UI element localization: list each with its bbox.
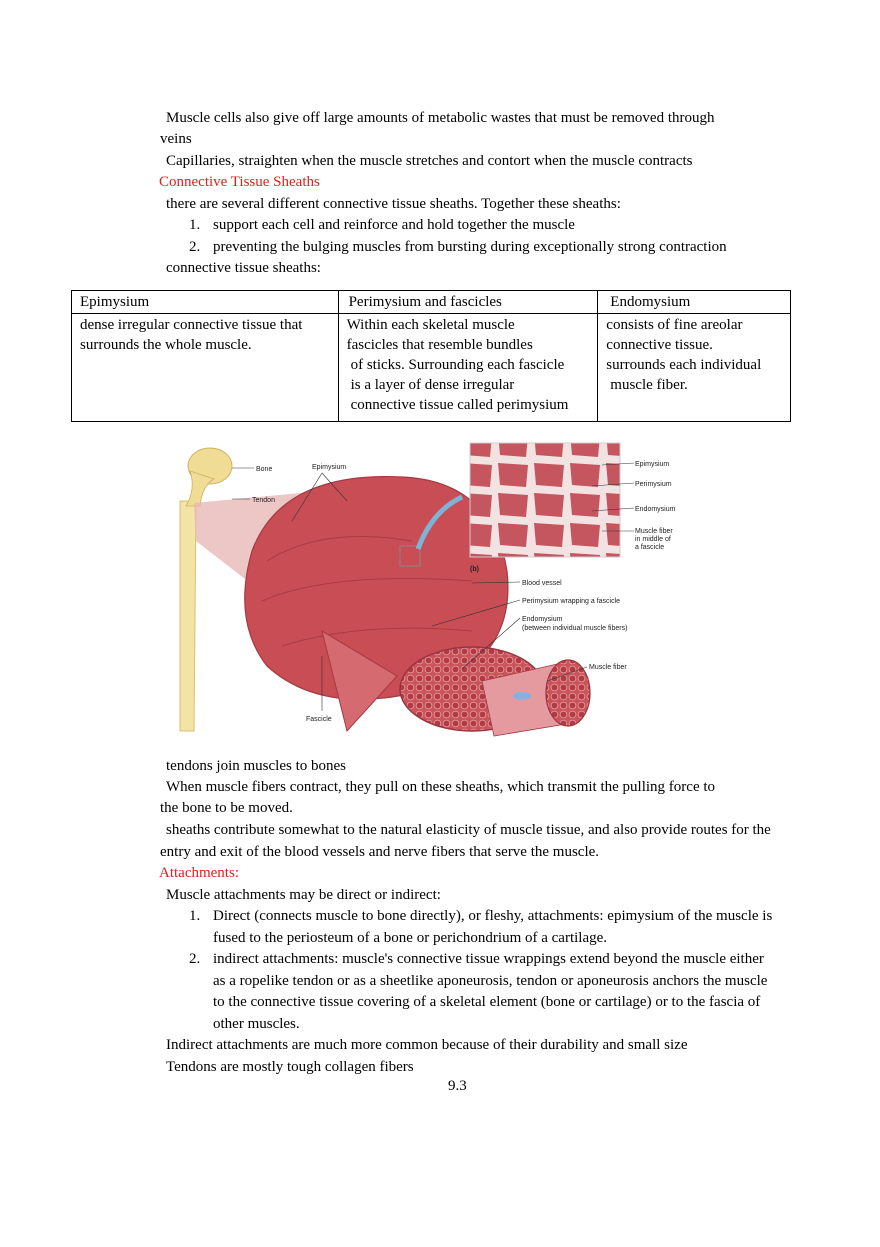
figure-label: Blood vessel bbox=[522, 580, 562, 587]
figure-label: Muscle fiber bbox=[589, 664, 627, 671]
figure-label: Epimysium bbox=[635, 461, 670, 468]
list-item-text: fused to the periosteum of a bone or perichondrium of a cartilage. bbox=[213, 930, 608, 946]
table-cell bbox=[338, 314, 598, 422]
section-heading-connective-tissue-sheaths: Connective Tissue Sheaths bbox=[159, 174, 320, 190]
figure-label: Perimysium wrapping a fascicle bbox=[522, 598, 621, 605]
figure-label: Endomysium bbox=[522, 616, 563, 623]
bullet-text: Muscle attachments may be direct or indirect: bbox=[166, 887, 441, 903]
bullet-text: Indirect attachments are much more common because of their durability and small size bbox=[166, 1037, 688, 1053]
table-cell-line: is a layer of dense irregular bbox=[350, 377, 515, 393]
figure-label: Bone bbox=[256, 466, 273, 473]
bullet-text-continued: veins bbox=[160, 131, 192, 147]
table-cell-line: dense irregular connective tissue that bbox=[80, 317, 303, 333]
bullet-text-continued: the bone to be moved. bbox=[160, 800, 293, 816]
list-number: 1. bbox=[189, 217, 201, 233]
list-item-text: preventing the bulging muscles from bursting during exceptionally strong contraction bbox=[213, 239, 727, 255]
figure-label: Fascicle bbox=[306, 716, 332, 723]
table-cell-line: muscle fiber. bbox=[610, 377, 688, 393]
table-header-cell: Perimysium and fascicles bbox=[338, 291, 598, 314]
table-cell-line: connective tissue. bbox=[606, 337, 713, 353]
bullet-text: tendons join muscles to bones bbox=[166, 758, 346, 774]
bullet-text: Tendons are mostly tough collagen fibers bbox=[166, 1059, 414, 1075]
table-cell bbox=[598, 314, 791, 422]
page-number: 9.3 bbox=[448, 1078, 467, 1094]
bullet-text: When muscle fibers contract, they pull on these sheaths, which transmit the pulling force to bbox=[166, 779, 716, 795]
figure-label: in middle of bbox=[635, 536, 671, 543]
bullet-text: there are several different connective tissue sheaths. Together these sheaths: bbox=[166, 196, 621, 212]
bullet-text-continued: entry and exit of the blood vessels and nerve fibers that serve the muscle. bbox=[160, 844, 600, 860]
figure-label: Epimysium bbox=[312, 464, 347, 471]
table-header-cell: Epimysium bbox=[72, 291, 339, 314]
table-cell-line: fascicles that resemble bundles bbox=[346, 337, 533, 353]
bullet-text: Muscle cells also give off large amounts of metabolic wastes that must be removed through bbox=[166, 110, 715, 126]
list-item-text: support each cell and reinforce and hold together the muscle bbox=[213, 217, 575, 233]
table-cell-line: surrounds each individual bbox=[606, 357, 762, 373]
list-number: 1. bbox=[189, 908, 201, 924]
section-heading-attachments: Attachments: bbox=[159, 865, 239, 881]
list-number: 2. bbox=[189, 239, 201, 255]
list-item-text: to the connective tissue covering of a skeletal element (bone or cartilage) or to the fascia of bbox=[213, 994, 761, 1010]
list-item-text: as a ropelike tendon or as a sheetlike aponeurosis, tendon or aponeurosis anchors the muscle bbox=[213, 973, 768, 989]
list-number: 2. bbox=[189, 951, 201, 967]
muscle-fiber-illustration bbox=[546, 660, 590, 726]
figure-label: a fascicle bbox=[635, 544, 665, 551]
figure-label: Perimysium bbox=[635, 481, 672, 488]
table-cell-line: of sticks. Surrounding each fascicle bbox=[350, 357, 565, 373]
figure-label: Endomysium bbox=[635, 506, 676, 513]
table-cell-line: Within each skeletal muscle bbox=[346, 317, 515, 333]
muscle-anatomy-figure bbox=[172, 431, 676, 737]
micrograph-panel bbox=[470, 443, 620, 557]
list-item-text: Direct (connects muscle to bone directly), or fleshy, attachments: epimysium of the muscle is bbox=[213, 908, 773, 924]
sheath-table bbox=[71, 290, 791, 422]
list-item-text: other muscles. bbox=[213, 1016, 300, 1032]
table-cell bbox=[72, 314, 339, 422]
figure-label: Muscle fiber bbox=[635, 528, 673, 535]
table-header-row bbox=[72, 291, 791, 314]
table-header-cell: Endomysium bbox=[598, 291, 791, 314]
panel-b-label: (b) bbox=[470, 566, 479, 573]
figure-label: Tendon bbox=[252, 497, 275, 504]
table-cell-line: consists of fine areolar bbox=[606, 317, 743, 333]
list-item-text: indirect attachments: muscle's connective tissue wrappings extend beyond the muscle either bbox=[213, 951, 764, 967]
bullet-text: connective tissue sheaths: bbox=[166, 260, 321, 276]
table-row bbox=[72, 314, 791, 422]
bullet-text: sheaths contribute somewhat to the natural elasticity of muscle tissue, and also provide routes for the bbox=[166, 822, 771, 838]
table-cell-line: connective tissue called perimysium bbox=[350, 397, 569, 413]
table-cell-line: surrounds the whole muscle. bbox=[80, 337, 252, 353]
figure-label: (between individual muscle fibers) bbox=[522, 625, 628, 632]
bullet-text: Capillaries, straighten when the muscle stretches and contort when the muscle contracts bbox=[166, 153, 693, 169]
